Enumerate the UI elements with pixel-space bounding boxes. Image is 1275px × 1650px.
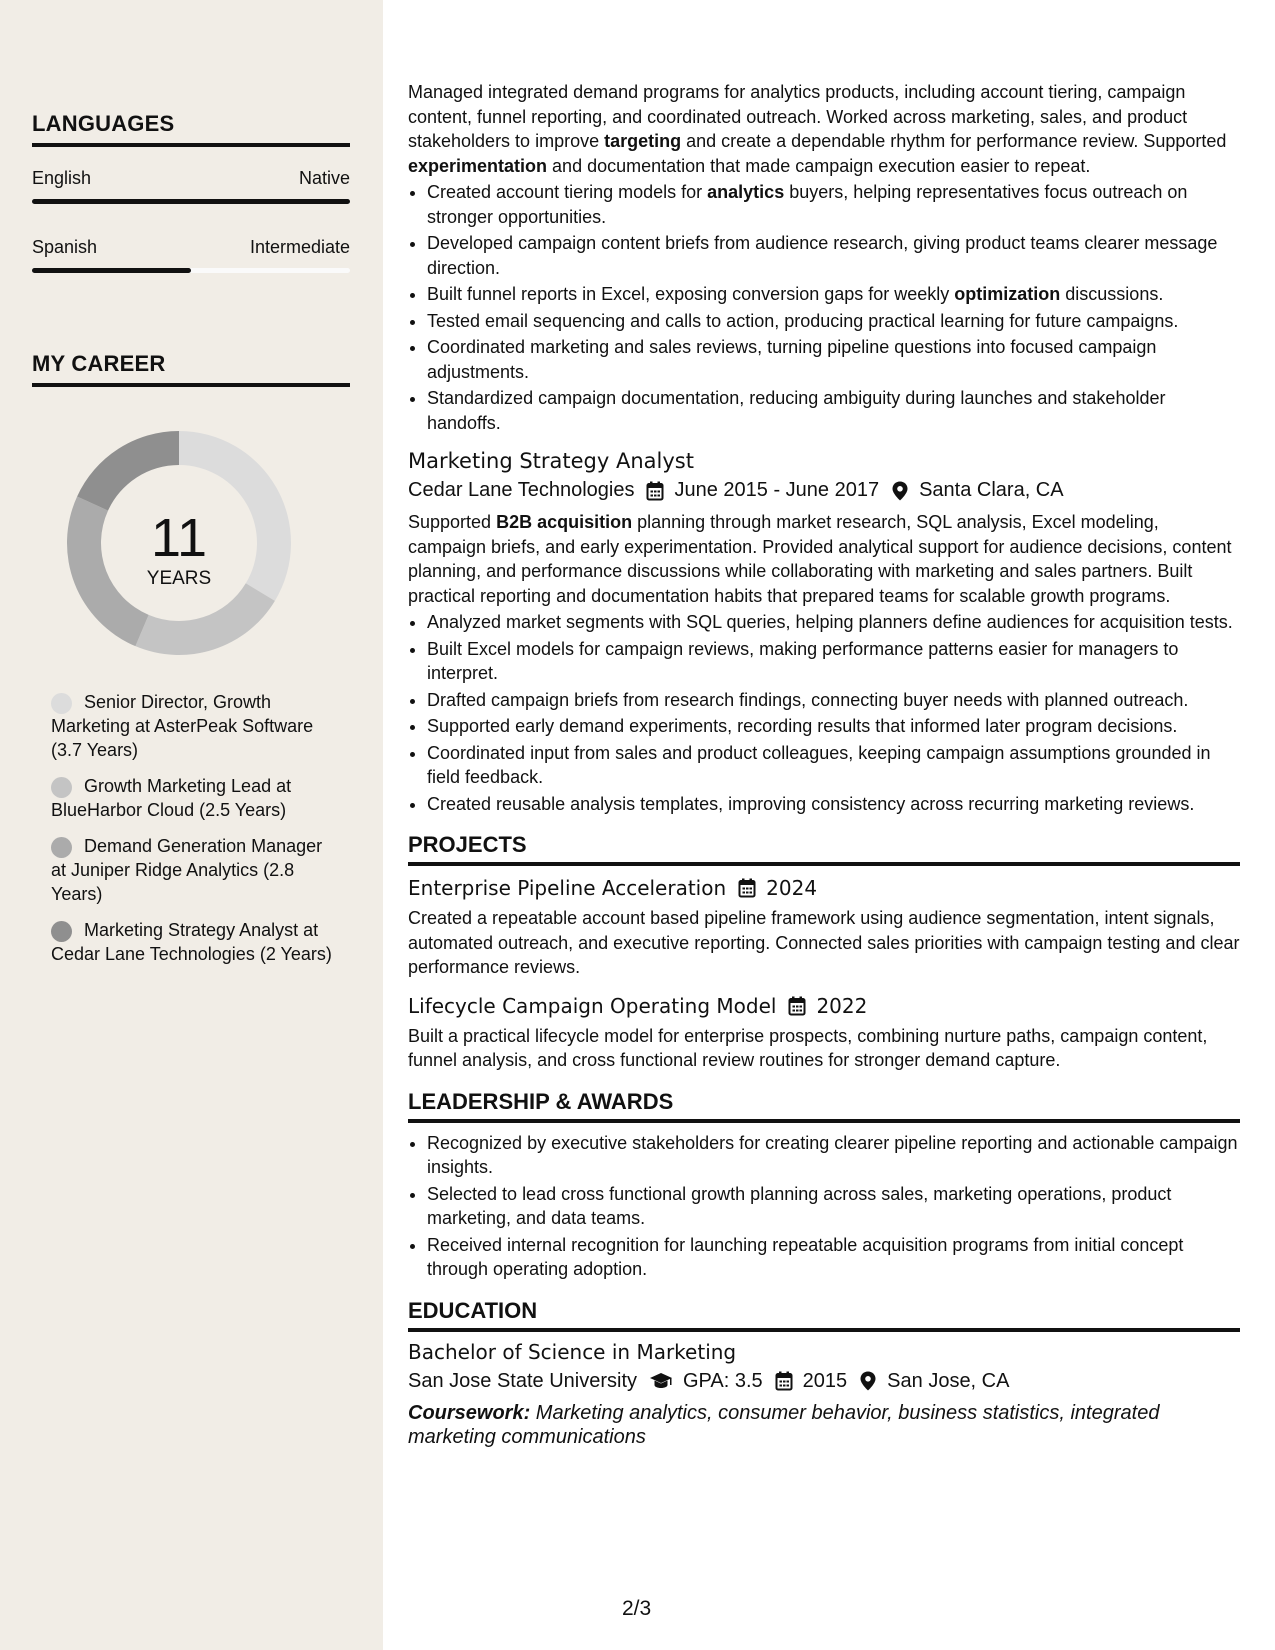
job-bullet: • Supported early demand experiments, recording results that informed later program decisions. — [427, 714, 1240, 739]
legend-dot — [51, 921, 72, 942]
career-legend — [51, 690, 341, 978]
job-bullet — [427, 282, 1240, 307]
education-degree: Bachelor of Science in Marketing — [408, 1339, 737, 1364]
legend-label: Marketing Strategy Analyst at Cedar Lane Technologies (2 Years) — [51, 920, 332, 964]
summary-keyword: targeting — [604, 131, 682, 151]
map-pin-icon — [859, 1371, 877, 1391]
language-proficiency-bar — [32, 199, 350, 204]
job-bullet: • Created reusable analysis templates, improving consistency across recurring marketing reviews. — [427, 792, 1240, 817]
education-school: San Jose State University — [408, 1369, 637, 1392]
job-meta — [408, 479, 1240, 502]
job-dates: June 2015 - June 2017 — [674, 479, 880, 501]
education-year: 2015 — [802, 1369, 848, 1392]
coursework-text: Marketing analytics, consumer behavior, business statistics, integrated marketing communications — [408, 1401, 1160, 1448]
language-proficiency-fill — [32, 268, 191, 273]
job-summary — [408, 80, 1240, 178]
calendar-icon — [738, 878, 756, 898]
graduation-cap-icon — [649, 1371, 673, 1391]
calendar-icon — [788, 996, 806, 1016]
career-heading: MY CAREER — [32, 351, 350, 387]
language-proficiency-fill — [32, 199, 350, 204]
job-bullet: • Developed campaign content briefs from audience research, giving product teams clearer message direction. — [427, 231, 1240, 280]
education-location: San Jose, CA — [887, 1369, 1010, 1392]
bullet-keyword: optimization — [954, 284, 1061, 304]
project-description: Created a repeatable account based pipeline framework using audience segmentation, intent signals, automated outreach, and executive reporting. Connected sales priorities with campaign testing and clear performance reviews. — [408, 908, 1240, 977]
project-title: Enterprise Pipeline Acceleration — [408, 876, 727, 900]
project-description: Built a practical lifecycle model for enterprise prospects, combining nurture paths, campaign content, funnel analysis, and cross functional review routines for stronger demand capture. — [408, 1025, 1208, 1070]
language-level: Intermediate — [249, 237, 350, 257]
legend-label: Senior Director, Growth Marketing at AsterPeak Software (3.7 Years) — [51, 692, 314, 760]
award-item: • Selected to lead cross functional growth planning across sales, marketing operations, product marketing, and data teams. — [427, 1182, 1240, 1231]
legend-item — [51, 690, 341, 762]
job-bullet: • Drafted campaign briefs from research findings, connecting buyer needs with planned outreach. — [427, 688, 1240, 713]
languages-heading: LANGUAGES — [32, 111, 350, 147]
bullet-keyword: analytics — [707, 182, 785, 202]
map-pin-icon — [891, 481, 909, 501]
legend-item — [51, 834, 341, 906]
summary-text: planning through market research, SQL analysis, Excel modeling, campaign briefs, and early experimentation. Provided analytical support for audience decisions, content planning, and performance discussions while collaborating with marketing and sales partners. Built practical reporting and documentation habits that prepared teams for scalable growth programs. — [408, 512, 1232, 606]
project-title: Lifecycle Campaign Operating Model — [408, 993, 777, 1018]
project-year: 2024 — [766, 876, 818, 900]
summary-text: Supported — [408, 512, 497, 532]
legend-dot — [51, 837, 72, 858]
education-meta — [408, 1370, 1240, 1393]
project-title-row — [408, 994, 1240, 1018]
job-bullet: • Coordinated marketing and sales reviews, turning pipeline questions into focused campaign adjustments. — [427, 335, 1240, 384]
education-coursework — [408, 1401, 1240, 1450]
donut-segment — [77, 431, 179, 511]
job-bullet — [427, 180, 1240, 229]
legend-item — [51, 774, 341, 822]
project-title-row — [408, 876, 1240, 900]
bullet-text: buyers, helping representatives focus outreach on stronger opportunities. — [427, 182, 1188, 227]
job-bullet: • Analyzed market segments with SQL queries, helping planners define audiences for acquisition tests. — [427, 610, 1240, 635]
calendar-icon — [775, 1371, 793, 1391]
donut-segment — [67, 496, 149, 646]
summary-keyword: B2B acquisition — [496, 512, 633, 532]
legend-label: Demand Generation Manager at Juniper Ridge Analytics (2.8 Years) — [51, 836, 323, 904]
job-bullet: • Coordinated input from sales and product colleagues, keeping campaign assumptions grounded in field feedback. — [427, 741, 1240, 790]
legend-dot — [51, 693, 72, 714]
donut-segment — [135, 583, 275, 655]
job-bullets — [408, 610, 1240, 816]
job-summary — [408, 510, 1240, 608]
job-title: Marketing Strategy Analyst — [408, 449, 694, 473]
main-content — [408, 80, 1240, 1450]
awards-list — [408, 1131, 1240, 1282]
page-number: 2/3 — [622, 1597, 652, 1620]
summary-text: and create a dependable rhythm for performance review. Supported — [681, 131, 1227, 151]
job-bullet: • Built Excel models for campaign reviews, making performance patterns easier for managers to interpret. — [427, 637, 1240, 686]
career-donut-chart — [64, 428, 294, 658]
language-name: English — [32, 168, 92, 188]
language-proficiency-bar — [32, 268, 350, 273]
summary-keyword: experimentation — [408, 155, 548, 176]
language-name: Spanish — [32, 237, 98, 257]
language-level: Native — [298, 168, 350, 188]
coursework-label: Coursework: — [408, 1401, 531, 1424]
career-total-number: 11 — [150, 508, 208, 568]
sidebar — [0, 0, 383, 1650]
job-location: Santa Clara, CA — [919, 479, 1064, 501]
legend-label: Growth Marketing Lead at BlueHarbor Cloud (2.5 Years) — [51, 776, 292, 820]
awards-heading: LEADERSHIP & AWARDS — [408, 1089, 1240, 1123]
projects-heading: PROJECTS — [408, 832, 1240, 866]
job-bullet: • Tested email sequencing and calls to action, producing practical learning for future campaigns. — [427, 309, 1240, 334]
job-bullets — [408, 180, 1240, 435]
calendar-icon — [646, 481, 664, 501]
award-item: • Received internal recognition for launching repeatable acquisition programs from initial concept through operating adoption. — [427, 1233, 1240, 1282]
career-total-unit: YEARS — [146, 568, 212, 589]
education-heading: EDUCATION — [408, 1298, 1240, 1332]
bullet-text: Created account tiering models for — [427, 182, 708, 202]
bullet-text: discussions. — [1060, 284, 1164, 304]
job-bullet: • Standardized campaign documentation, reducing ambiguity during launches and stakeholder handoffs. — [427, 386, 1240, 435]
bullet-text: Built funnel reports in Excel, exposing conversion gaps for weekly — [427, 284, 955, 304]
summary-text: and documentation that made campaign execution easier to repeat. — [547, 155, 1091, 176]
legend-dot — [51, 777, 72, 798]
summary-text: Managed integrated demand programs for analytics products, including account tiering, campaign content, funnel reporting, and coordinated outreach. Worked across marketing, sales, and product stakeholders to improve — [408, 82, 1188, 151]
job-company: Cedar Lane Technologies — [408, 479, 635, 501]
legend-item — [51, 918, 341, 966]
award-item: • Recognized by executive stakeholders for creating clearer pipeline reporting and actionable campaign insights. — [427, 1131, 1240, 1180]
project-year: 2022 — [816, 993, 868, 1018]
education-gpa: GPA: 3.5 — [683, 1369, 763, 1392]
